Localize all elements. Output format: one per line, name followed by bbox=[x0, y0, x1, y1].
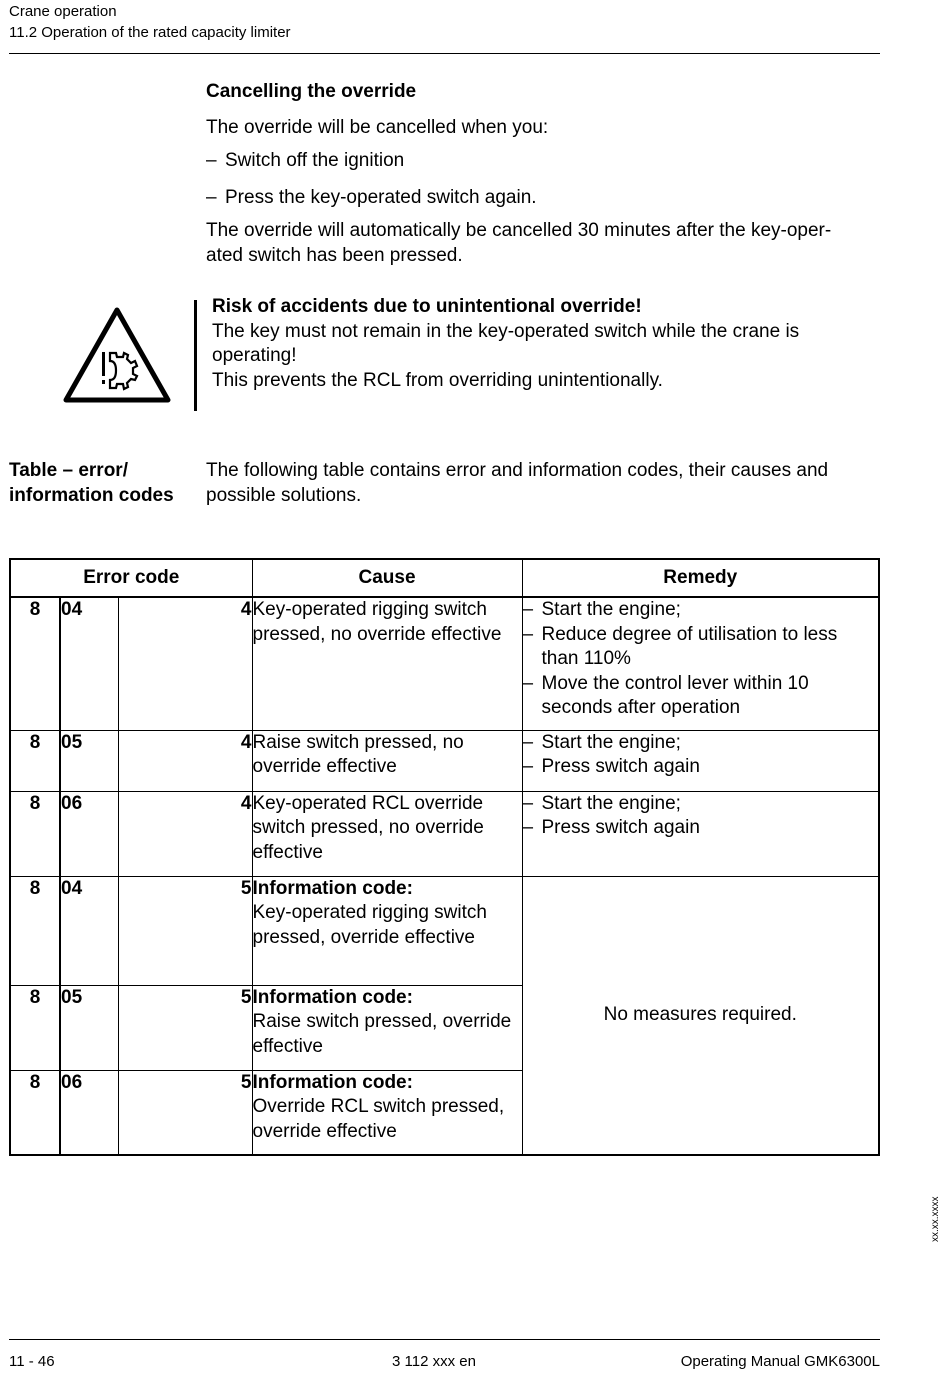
cause-text: Override RCL switch pressed, override effective bbox=[252, 1096, 505, 1142]
code-a: 8 bbox=[10, 1070, 60, 1155]
remedy-item bbox=[523, 672, 879, 721]
remedy-cell bbox=[522, 597, 879, 730]
cancel-heading: Cancelling the override bbox=[206, 81, 417, 102]
warning-line-2: operating! bbox=[212, 345, 297, 366]
remedy-text: Reduce degree of utilisation to less than 110% bbox=[541, 623, 838, 669]
code-c: 4 bbox=[118, 730, 252, 791]
side-code-text: xx.xx.xxxx bbox=[930, 1196, 941, 1242]
label-line-1: Table – error/ bbox=[9, 460, 128, 481]
code-b: 05 bbox=[60, 730, 118, 791]
remedy-item bbox=[523, 598, 879, 623]
table-section-label bbox=[9, 459, 199, 508]
shared-remedy-cell: No measures required. bbox=[522, 876, 879, 1155]
cause-text: Key-operated rigging switch pressed, override effective bbox=[252, 902, 487, 948]
header-subsection: 11.2 Operation of the rated capacity limiter bbox=[9, 24, 291, 41]
warning-title: Risk of accidents due to unintentional override! bbox=[212, 296, 642, 317]
header-divider bbox=[9, 53, 880, 54]
remedy-item bbox=[523, 731, 879, 756]
remedy-text: Move the control lever within 10 seconds after operation bbox=[541, 672, 809, 718]
cause-cell bbox=[252, 1070, 522, 1155]
cause-text: Key-operated RCL override switch pressed, no override effective bbox=[252, 792, 484, 863]
footer-manual-title: Operating Manual GMK6300L bbox=[680, 1353, 880, 1370]
list-dash: – bbox=[522, 623, 534, 645]
error-code-table bbox=[9, 558, 880, 1156]
table-row bbox=[10, 876, 879, 985]
header-remedy: Remedy bbox=[522, 559, 879, 597]
list-dash: – bbox=[522, 817, 534, 838]
cause-cell bbox=[252, 985, 522, 1070]
footer-page-number: 11 - 46 bbox=[9, 1353, 55, 1370]
footer-divider bbox=[9, 1339, 880, 1340]
table-row bbox=[10, 597, 879, 730]
warning-bar bbox=[194, 300, 197, 411]
cause-cell bbox=[252, 876, 522, 985]
list-dash: – bbox=[522, 756, 534, 777]
code-c: 5 bbox=[118, 1070, 252, 1155]
remedy-text: Press switch again bbox=[541, 756, 700, 777]
remedy-item bbox=[523, 623, 879, 672]
code-a: 8 bbox=[10, 791, 60, 876]
cause-cell bbox=[252, 730, 522, 791]
cause-label: Information code: bbox=[252, 986, 413, 1008]
warning-line-3: This prevents the RCL from overriding unintentionally. bbox=[212, 369, 663, 391]
intro-line-2: possible solutions. bbox=[206, 484, 362, 506]
cause-cell bbox=[252, 597, 522, 730]
remedy-text: Start the engine; bbox=[541, 792, 681, 814]
code-b: 06 bbox=[60, 791, 118, 876]
remedy-item bbox=[523, 792, 879, 817]
header-error-code: Error code bbox=[10, 559, 252, 597]
code-c: 4 bbox=[118, 597, 252, 730]
header-section: Crane operation bbox=[9, 3, 117, 20]
remedy-item bbox=[523, 816, 879, 841]
table-intro bbox=[206, 459, 886, 508]
list-item-text: Press the key-operated switch again. bbox=[225, 187, 537, 208]
warning-line-1: The key must not remain in the key-operated switch while the crane is bbox=[212, 320, 800, 342]
label-line-2: information codes bbox=[9, 484, 174, 506]
cause-label: Information code: bbox=[252, 1071, 413, 1093]
auto-line-2: ated switch has been pressed. bbox=[206, 244, 463, 266]
remedy-item bbox=[523, 755, 879, 780]
code-c: 5 bbox=[118, 876, 252, 985]
list-dash: – bbox=[206, 150, 217, 171]
code-b: 05 bbox=[60, 985, 118, 1070]
cause-cell bbox=[252, 791, 522, 876]
auto-line-1: The override will automatically be cancelled 30 minutes after the key-oper- bbox=[206, 220, 832, 241]
code-a: 8 bbox=[10, 985, 60, 1070]
cancel-list-item bbox=[206, 149, 404, 174]
list-dash: – bbox=[522, 599, 534, 620]
list-dash: – bbox=[206, 187, 217, 208]
cancel-intro: The override will be cancelled when you: bbox=[206, 117, 549, 138]
cause-label: Information code: bbox=[252, 877, 413, 899]
remedy-cell bbox=[522, 730, 879, 791]
code-b: 04 bbox=[60, 597, 118, 730]
header-cause: Cause bbox=[252, 559, 522, 597]
side-code bbox=[930, 1188, 944, 1242]
code-c: 5 bbox=[118, 985, 252, 1070]
table-row bbox=[10, 791, 879, 876]
cause-text: Raise switch pressed, no override effective bbox=[252, 731, 464, 777]
remedy-text: Start the engine; bbox=[541, 599, 681, 620]
cancel-auto-paragraph bbox=[206, 219, 886, 268]
intro-line-1: The following table contains error and information codes, their causes and bbox=[206, 460, 829, 481]
list-dash: – bbox=[522, 792, 534, 814]
warning-text bbox=[212, 295, 892, 393]
cancel-list-item bbox=[206, 186, 537, 211]
code-a: 8 bbox=[10, 730, 60, 791]
footer-doc-number: 3 112 xxx en bbox=[392, 1353, 476, 1370]
code-c: 4 bbox=[118, 791, 252, 876]
cause-text: Raise switch pressed, override effective bbox=[252, 1011, 512, 1057]
table-header-row bbox=[10, 559, 879, 597]
code-b: 04 bbox=[60, 876, 118, 985]
cause-text: Key-operated rigging switch pressed, no override effective bbox=[252, 599, 502, 645]
list-dash: – bbox=[522, 672, 534, 694]
remedy-cell bbox=[522, 791, 879, 876]
list-dash: – bbox=[522, 731, 534, 753]
remedy-text: Start the engine; bbox=[541, 731, 681, 753]
remedy-text: Press switch again bbox=[541, 817, 700, 838]
warning-triangle-gear-icon bbox=[62, 306, 172, 404]
table-row bbox=[10, 730, 879, 791]
list-item-text: Switch off the ignition bbox=[225, 150, 405, 171]
code-a: 8 bbox=[10, 597, 60, 730]
code-a: 8 bbox=[10, 876, 60, 985]
code-b: 06 bbox=[60, 1070, 118, 1155]
